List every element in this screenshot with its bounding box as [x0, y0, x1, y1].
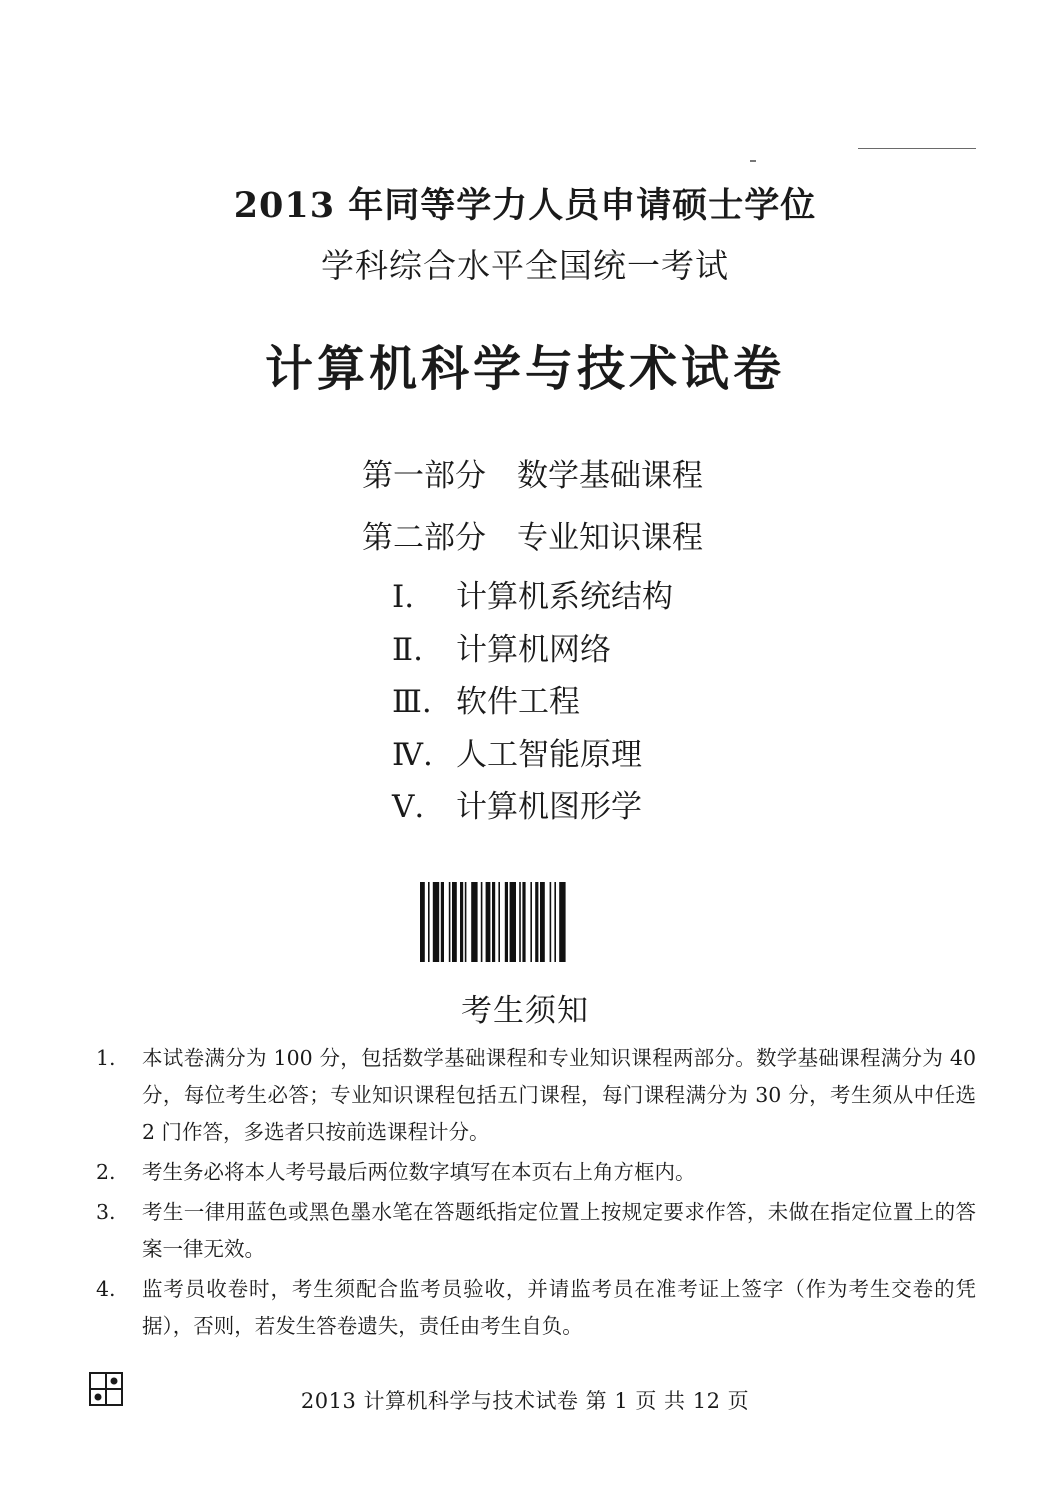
scan-speck [750, 160, 756, 162]
notice-item [96, 1271, 976, 1345]
barcode-bar [550, 882, 552, 962]
corner-rule-line [858, 148, 976, 149]
paper-title: 计算机科学与技术试卷 [264, 341, 785, 397]
barcode-bar [471, 882, 477, 962]
barcode-bar [559, 882, 565, 962]
barcode-bar [530, 882, 532, 962]
module-item [392, 784, 673, 837]
barcode-bar [465, 882, 467, 962]
notice-item [96, 1040, 976, 1151]
module-name: 软件工程 [456, 684, 580, 720]
part-two-label: 第二部分 [362, 520, 486, 556]
barcode-bar [498, 882, 500, 962]
barcode-bar [554, 882, 556, 962]
module-number: Ⅴ. [392, 789, 425, 825]
barcode-bar [522, 882, 525, 962]
notice-item-number: 1. [96, 1046, 116, 1070]
barcode-bar [441, 882, 444, 962]
barcode-bar [428, 882, 430, 962]
notice-item-text: 考生一律用蓝色或黑色墨水笔在答题纸指定位置上按规定要求作答，未做在指定位置上的答案一律无效。 [142, 1200, 976, 1261]
barcode-bar [420, 882, 425, 962]
notice-item-text: 监考员收卷时，考生须配合监考员验收，并请监考员在准考证上签字（作为考生交卷的凭据），否则，若发生答卷遗失，责任由考生自负。 [142, 1277, 976, 1338]
barcode-bar [460, 882, 463, 962]
notice-item [96, 1194, 976, 1268]
module-name: 计算机图形学 [456, 789, 642, 825]
barcode-bar [486, 882, 491, 962]
barcode [418, 882, 650, 962]
module-number: Ⅰ. [392, 579, 415, 615]
barcode-bar [481, 882, 483, 962]
notice-list [96, 1040, 976, 1348]
barcode-bar [449, 882, 451, 962]
barcode-bar [492, 882, 495, 962]
module-item [392, 627, 673, 680]
module-number: Ⅱ. [392, 631, 423, 668]
part-one [362, 450, 703, 495]
notice-item-number: 2. [96, 1160, 116, 1184]
part-one-label: 第一部分 [362, 458, 486, 494]
barcode-bar [505, 882, 508, 962]
module-name: 计算机网络 [456, 631, 611, 668]
exam-header-line2: 学科综合水平全国统一考试 [321, 246, 729, 285]
module-item [392, 679, 673, 732]
notice-item [96, 1154, 976, 1191]
barcode-bar [540, 882, 545, 962]
module-name: 计算机系统结构 [456, 579, 673, 615]
module-list [392, 574, 673, 837]
exam-header-line1: 2013 年同等学力人员申请硕士学位 [233, 185, 817, 226]
barcode-bar [535, 882, 538, 962]
notice-item-text: 本试卷满分为 100 分，包括数学基础课程和专业知识课程两部分。数学基础课程满分为 40 分，每位考生必答；专业知识课程包括五门课程，每门课程满分为 30 分，考生须从中任选 2 门作答，多选者只按前选课程计分。 [142, 1046, 976, 1144]
notice-item-text: 考生务必将本人考号最后两位数字填写在本页右上角方框内。 [142, 1160, 696, 1184]
part-two-name: 专业知识课程 [517, 520, 703, 556]
barcode-graphic [418, 882, 650, 962]
module-item [392, 574, 673, 627]
notice-item-number: 4. [96, 1277, 116, 1301]
page-footer: 2013 计算机科学与技术试卷 第 1 页 共 12 页 [300, 1389, 750, 1413]
module-number: Ⅳ. [392, 736, 433, 773]
barcode-bar [433, 882, 439, 962]
module-name: 人工智能原理 [456, 736, 642, 773]
module-item [392, 732, 673, 785]
barcode-bar [452, 882, 457, 962]
barcode-bar [510, 882, 516, 962]
notice-title: 考生须知 [461, 993, 589, 1029]
notice-item-number: 3. [96, 1200, 116, 1224]
part-one-name: 数学基础课程 [517, 458, 703, 494]
module-number: Ⅲ. [392, 684, 432, 720]
barcode-bar [519, 882, 521, 962]
part-two [362, 512, 703, 557]
